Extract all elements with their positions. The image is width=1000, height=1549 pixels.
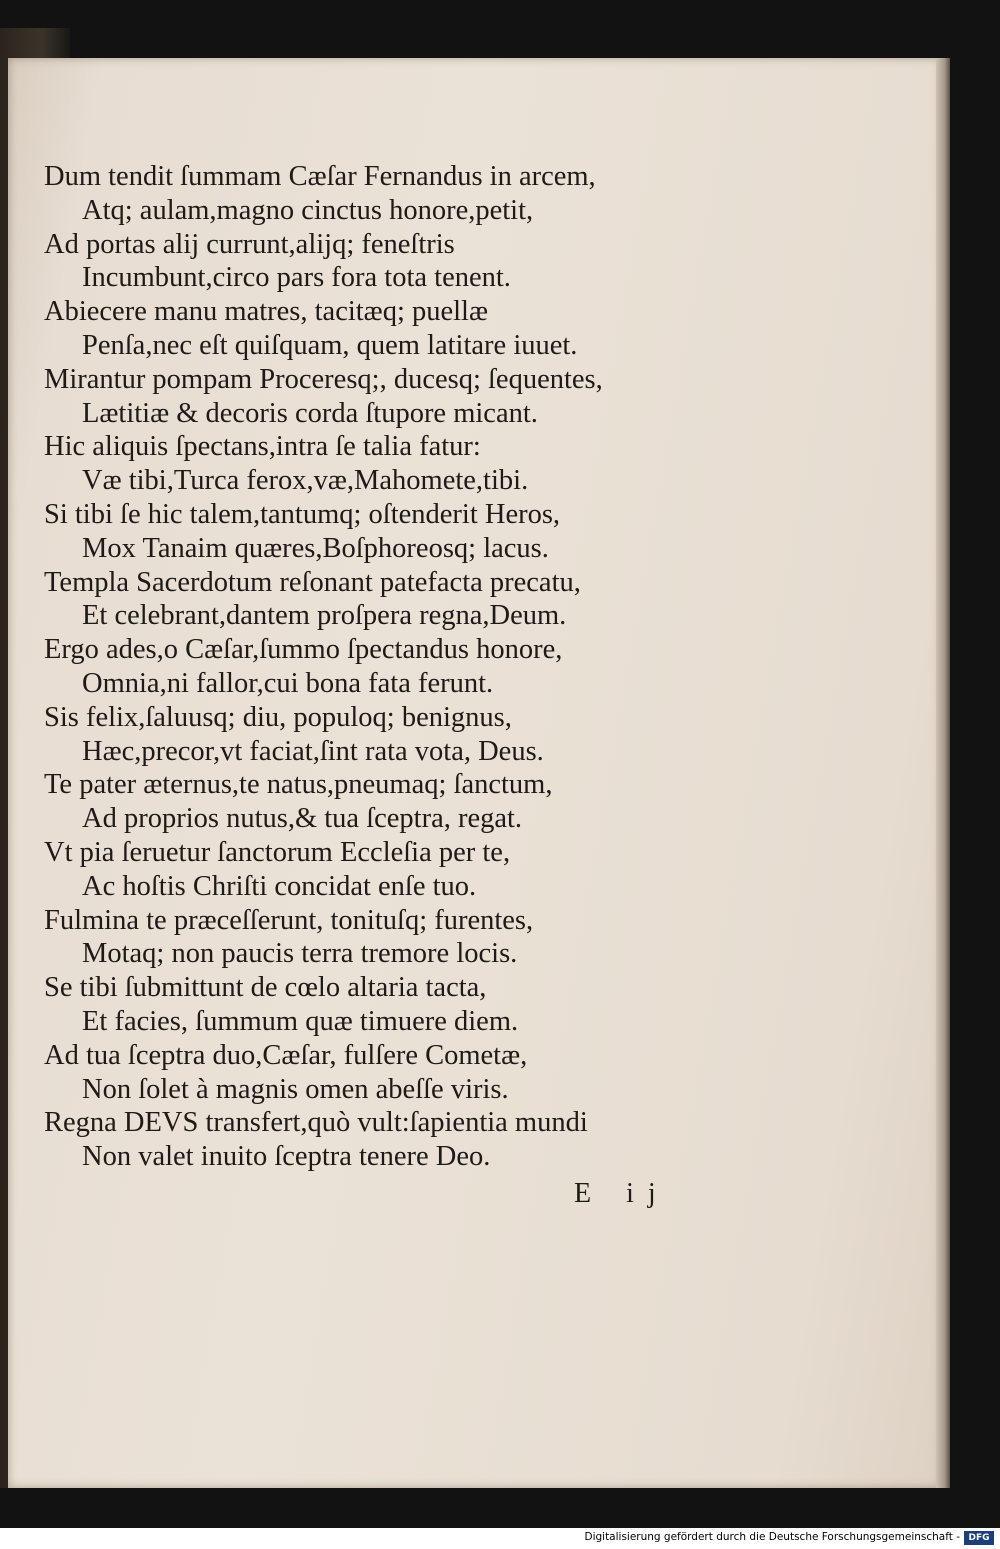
verse-line: Ad tua ſceptra duo,Cæſar, fulſere Cometæ, xyxy=(44,1039,528,1071)
verse-line: Si tibi ſe hic talem,tantumq; oſtenderit Heros, xyxy=(44,498,561,530)
dfg-logo-icon: DFG xyxy=(964,1531,994,1545)
verse-line: Vt pia ſeruetur ſanctorum Eccleſia per te, xyxy=(44,836,511,868)
verse-line: Hæc,precor,vt faciat,ſint rata vota, Deus. xyxy=(82,735,544,767)
verse-line: Omnia,ni fallor,cui bona fata ferunt. xyxy=(82,667,494,699)
verse-line: Templa Sacerdotum reſonant patefacta precatu, xyxy=(44,566,581,598)
verse-line: Te pater æternus,te natus,pneumaq; ſanctum, xyxy=(44,769,553,801)
verse-line: Ac hoſtis Chriſti concidat enſe tuo. xyxy=(82,870,477,902)
page-edge xyxy=(936,58,950,1488)
poem-text xyxy=(44,160,764,1174)
verse-line: Hic aliquis ſpectans,intra ſe talia fatur: xyxy=(44,431,481,463)
verse-line: Atq; aulam,magno cinctus honore,petit, xyxy=(82,194,534,226)
verse-line: Ad proprios nutus,& tua ſceptra, regat. xyxy=(82,803,523,835)
footer-bar xyxy=(0,1528,1000,1549)
verse-line: Væ tibi,Turca ferox,væ,Mahomete,tibi. xyxy=(82,465,529,497)
verse-line: Dum tendit ſummam Cæſar Fernandus in arcem, xyxy=(44,161,596,192)
verse-line: Sis felix,ſaluusq; diu, populoq; benignus, xyxy=(44,701,512,733)
verse-line: Mirantur pompam Proceresq;, ducesq; ſequentes, xyxy=(44,363,603,395)
verse-line: Non ſolet à magnis omen abeſſe viris. xyxy=(82,1073,509,1105)
verse-line: Regna DEVS transfert,quò vult:ſapientia mundi xyxy=(44,1107,588,1139)
verse-line: Et facies, ſummum quæ timuere diem. xyxy=(82,1005,519,1037)
verse-line: Motaq; non paucis terra tremore locis. xyxy=(82,938,518,970)
signature-mark: E ij xyxy=(574,1178,670,1209)
footer-credit: Digitalisierung gefördert durch die Deutsche Forschungsgemeinschaft - xyxy=(584,1531,960,1543)
verse-line: Ergo ades,o Cæſar,ſummo ſpectandus honore, xyxy=(44,634,563,666)
verse-line: Se tibi ſubmittunt de cœlo altaria tacta, xyxy=(44,972,487,1004)
verse-line: Incumbunt,circo pars fora tota tenent. xyxy=(82,262,511,294)
verse-line: Ad portas alij currunt,alijq; feneſtris xyxy=(44,228,455,260)
verse-line: Mox Tanaim quæres,Boſphoreosq; lacus. xyxy=(82,532,549,564)
verse-line: Non valet inuito ſceptra tenere Deo. xyxy=(82,1141,491,1173)
verse-line: Fulmina te præceſſerunt, tonituſq; furentes, xyxy=(44,904,534,936)
verse-line: Abiecere manu matres, tacitæq; puellæ xyxy=(44,296,488,328)
verse-line: Penſa,nec eſt quiſquam, quem latitare iuuet. xyxy=(82,329,578,361)
verse-line: Lætitiæ & decoris corda ſtupore micant. xyxy=(82,397,538,429)
verse-line: Et celebrant,dantem proſpera regna,Deum. xyxy=(82,600,567,632)
